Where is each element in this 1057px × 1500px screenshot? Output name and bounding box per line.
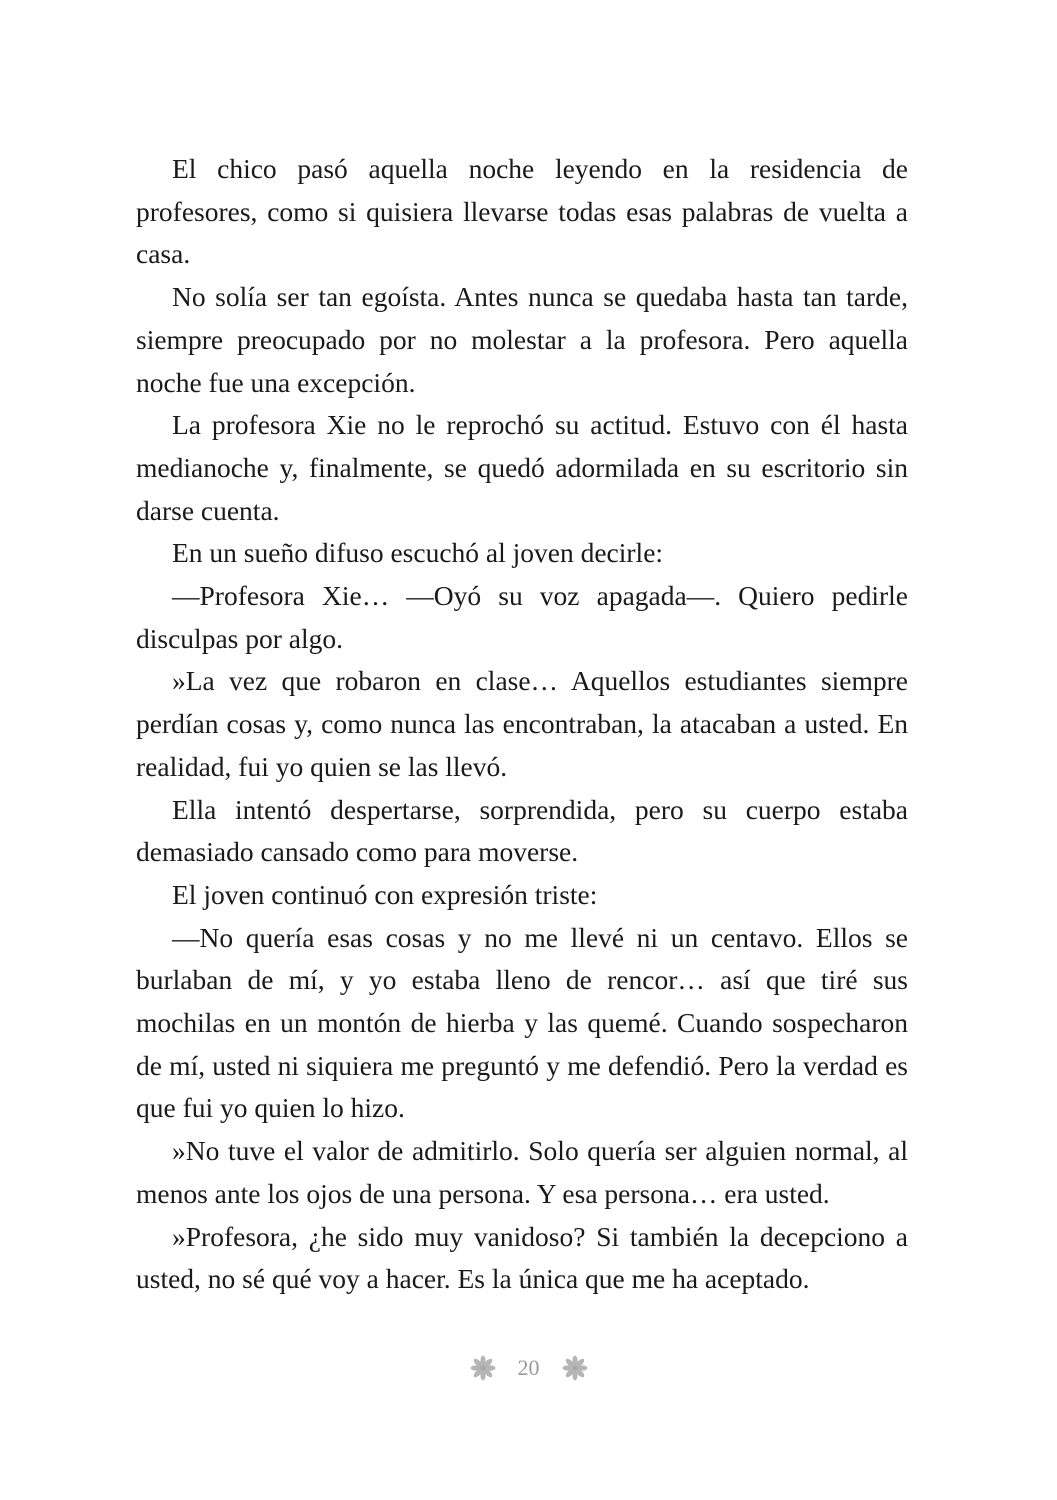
flower-ornament-icon (470, 1355, 496, 1381)
paragraph-2: No solía ser tan egoísta. Antes nunca se quedaba hasta tan tarde, siempre preocupado por no molestar a la profesora. Pero aquella noche fue una excepción. (136, 281, 908, 398)
page-footer (0, 1355, 1057, 1381)
page-number: 20 (517, 1355, 540, 1380)
paragraph-7: Ella intentó despertarse, sorprendida, pero su cuerpo estaba demasiado cansado como para moverse. (136, 793, 908, 868)
paragraph-10: »No tuve el valor de admitirlo. Solo quería ser alguien normal, al menos ante los ojos de una persona. Y esa persona… era usted. (136, 1135, 908, 1209)
page-body (136, 148, 908, 1301)
flower-ornament-icon (562, 1355, 588, 1381)
paragraph-8: El joven continuó con expresión triste: (172, 878, 598, 910)
paragraph-9: —No quería esas cosas y no me llevé ni un centavo. Ellos se burlaban de mí, y yo estaba lleno de rencor… así que tiré sus mochilas en un montón de hierba y las quemé. Cuando sospecharon de mí, usted ni siquiera me preguntó y me defendió. Pero la verdad es que fui yo quien lo hizo. (136, 921, 908, 1124)
paragraph-1: El chico pasó aquella noche leyendo en la residencia de profesores, como si quisiera llevarse todas esas palabras de vuelta a casa. (136, 153, 908, 270)
paragraph-5: —Profesora Xie… —Oyó su voz apagada—. Quiero pedirle disculpas por algo. (136, 580, 908, 654)
paragraph-6: »La vez que robaron en clase… Aquellos estudiantes siempre perdían cosas y, como nunca las encontraban, la atacaban a usted. En realidad, fui yo quien se las llevó. (136, 665, 908, 782)
paragraph-3: La profesora Xie no le reprochó su actitud. Estuvo con él hasta medianoche y, finalmente, se quedó adormilada en su escritorio sin darse cuenta. (136, 409, 908, 526)
paragraph-4: En un sueño difuso escuchó al joven decirle: (172, 537, 664, 569)
paragraph-11: »Profesora, ¿he sido muy vanidoso? Si también la decepciono a usted, no sé qué voy a hacer. Es la única que me ha aceptado. (136, 1220, 908, 1295)
